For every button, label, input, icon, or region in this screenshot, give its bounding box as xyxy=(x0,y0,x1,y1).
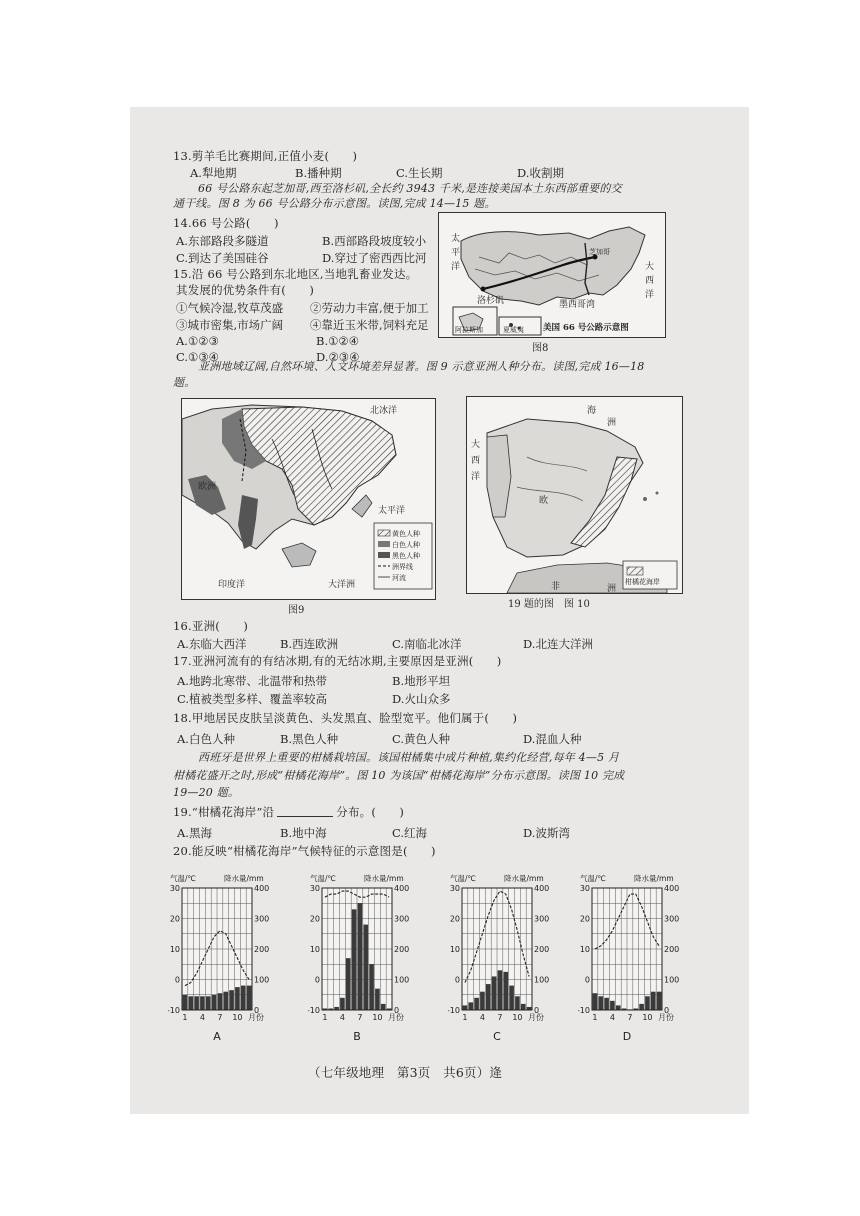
fig9-legend-yellow: 黄色人种 xyxy=(392,530,420,538)
fig9-caption: 图9 xyxy=(288,605,305,616)
climate-chart-b xyxy=(308,870,433,1064)
month-tick-label: 7 xyxy=(357,1013,363,1022)
month-tick-label: 4 xyxy=(339,1013,345,1022)
temp-tick-label: -10 xyxy=(448,1006,460,1015)
prec-tick-label: 400 xyxy=(534,884,550,893)
month-tick-label: 10 xyxy=(232,1013,243,1022)
precipitation-bar xyxy=(474,998,479,1010)
fig10-label-zhou: 洲 xyxy=(607,418,617,428)
q19-stem xyxy=(173,805,404,820)
fig9-label-oceania: 大洋洲 xyxy=(328,580,356,590)
precipitation-bar xyxy=(639,1004,644,1010)
precipitation-bar xyxy=(200,996,205,1010)
temp-tick-label: 10 xyxy=(579,945,590,954)
precipitation-bar xyxy=(593,993,598,1010)
prec-tick-label: 100 xyxy=(394,975,410,985)
climate-chart-svg xyxy=(578,870,703,1060)
prec-tick-label: 300 xyxy=(534,914,550,924)
intro-asia-line1: 亚洲地域辽阔,自然环境、人文环境差异显著。图 9 示意亚洲人种分布。读图,完成 16—18 xyxy=(198,360,645,373)
q15-condition-3: ③城市密集,市场广阔 xyxy=(176,318,284,332)
month-tick-label: 10 xyxy=(642,1013,653,1022)
precipitation-bar xyxy=(229,990,234,1010)
exam-page xyxy=(130,107,749,1114)
q14-option-c: C.到达了美国硅谷 xyxy=(176,251,269,265)
precipitation-bar xyxy=(521,1004,526,1010)
spain-orange-coast-map xyxy=(466,396,683,594)
prec-tick-label: 400 xyxy=(664,884,680,893)
q20-stem: 20.能反映“柑橘花海岸”气候特征的示意图是( ) xyxy=(173,844,436,858)
q16-option-b: B.西连欧洲 xyxy=(280,637,339,651)
month-tick-label: 4 xyxy=(479,1013,485,1022)
temp-tick-label: 0 xyxy=(314,975,320,985)
q17-option-a: A.地跨北寒带、北温带和热带 xyxy=(177,674,327,688)
prec-tick-label: 400 xyxy=(394,884,410,893)
month-tick-label: 1 xyxy=(182,1013,188,1022)
precipitation-bar xyxy=(369,964,374,1010)
fig8-label-gulf: 墨西哥湾 xyxy=(559,300,596,310)
prec-axis-title: 降水量/mm xyxy=(634,874,674,883)
climate-chart-svg xyxy=(168,870,293,1060)
q19-stem-start: 19.“柑橘花海岸”沿 xyxy=(173,805,275,819)
q18-option-d: D.混血人种 xyxy=(523,732,582,746)
asia-race-map xyxy=(181,398,436,600)
prec-tick-label: 300 xyxy=(254,914,270,924)
precipitation-bar xyxy=(651,992,656,1010)
prec-tick-label: 300 xyxy=(664,914,680,924)
precipitation-bar xyxy=(241,986,246,1010)
precipitation-bar xyxy=(381,1004,386,1010)
fig8-label-alaska: 阿拉斯加 xyxy=(455,326,483,334)
fig8-label-hawaii: 夏威夷 xyxy=(503,326,524,334)
temp-tick-label: 0 xyxy=(584,975,590,985)
q14-option-d: D.穿过了密西西比河 xyxy=(322,251,427,265)
temp-tick-label: 30 xyxy=(449,884,460,893)
prec-tick-label: 100 xyxy=(664,975,680,985)
temp-tick-label: 0 xyxy=(174,975,180,985)
temp-tick-label: 30 xyxy=(309,884,320,893)
x-axis-title: 月份 xyxy=(528,1013,544,1022)
q13-option-a: A.犁地期 xyxy=(190,166,237,180)
q15-condition-2: ②劳动力丰富,便于加工 xyxy=(310,301,429,315)
prec-tick-label: 100 xyxy=(254,975,270,985)
q13-option-c: C.生长期 xyxy=(396,166,443,180)
q15-stem-line1: 15.沿 66 号公路到东北地区,当地乳畜业发达。 xyxy=(173,267,418,281)
prec-tick-label: 200 xyxy=(254,945,270,954)
precipitation-bar xyxy=(486,984,491,1010)
precipitation-bar xyxy=(498,970,503,1010)
prec-tick-label: 200 xyxy=(664,945,680,954)
temp-axis-title: 气温/℃ xyxy=(170,874,196,883)
q16-option-d: D.北连大洋洲 xyxy=(523,637,593,651)
q15-stem-line2: 其发展的优势条件有( ) xyxy=(176,283,315,297)
chart-letter-label: C xyxy=(493,1030,501,1043)
prec-tick-label: 0 xyxy=(254,1006,260,1015)
intro-spain-line2: 柑橘花盛开之时,形成“柑橘花海岸”。图 10 为该国“柑橘花海岸”分布示意图。读图 10 完成 xyxy=(173,769,625,782)
precipitation-bar xyxy=(218,993,223,1010)
month-tick-label: 7 xyxy=(217,1013,223,1022)
precipitation-bar xyxy=(346,958,351,1010)
fig8-title: 美国 66 号公路示意图 xyxy=(543,323,629,333)
fig9-legend-black: 黑色人种 xyxy=(392,552,420,560)
us-map-drawing xyxy=(439,213,665,337)
intro-spain-line1: 西班牙是世界上重要的柑橘栽培国。该国柑橘集中成片种植,集约化经营,每年 4—5 月 xyxy=(198,751,620,764)
month-tick-label: 4 xyxy=(609,1013,615,1022)
precipitation-bar xyxy=(358,903,363,1010)
precipitation-bar xyxy=(616,1005,621,1010)
q14-option-b: B.西部路段坡度较小 xyxy=(322,234,427,248)
fig8-label-xi: 西 xyxy=(645,276,655,286)
fig9-label-pacific: 太平洋 xyxy=(378,506,406,516)
q15-option-a: A.①②③ xyxy=(176,334,219,348)
climate-chart-svg xyxy=(308,870,433,1060)
temp-tick-label: 20 xyxy=(449,914,460,924)
month-tick-label: 1 xyxy=(322,1013,328,1022)
fig10-label-yang: 洋 xyxy=(471,472,481,482)
q13-stem: 13.剪羊毛比赛期间,正值小麦( ) xyxy=(173,149,358,163)
x-axis-title: 月份 xyxy=(388,1013,404,1022)
precipitation-bar xyxy=(194,996,199,1010)
temp-axis-title: 气温/℃ xyxy=(450,874,476,883)
intro-66-line1: 66 号公路东起芝加哥,西至洛杉矶,全长约 3943 千米,是连接美国本土东西部重要的交 xyxy=(198,182,622,195)
q15-option-d: D.②③④ xyxy=(316,350,360,364)
temp-axis-title: 气温/℃ xyxy=(580,874,606,883)
precipitation-bar xyxy=(235,987,240,1010)
precipitation-bar xyxy=(212,995,217,1010)
fig10-label-zhou2: 洲 xyxy=(607,584,617,594)
q19-option-b: B.地中海 xyxy=(280,826,327,840)
chart-letter-label: B xyxy=(353,1030,361,1043)
prec-tick-label: 400 xyxy=(254,884,270,893)
temp-tick-label: -10 xyxy=(308,1006,320,1015)
intro-spain-line3: 19—20 题。 xyxy=(173,786,240,799)
temp-tick-label: 30 xyxy=(169,884,180,893)
fig8-label-losangeles: 洛杉矶 xyxy=(477,296,505,306)
q16-stem: 16.亚洲( ) xyxy=(173,619,249,633)
temp-axis-title: 气温/℃ xyxy=(310,874,336,883)
prec-tick-label: 300 xyxy=(394,914,410,924)
fig10-label-da: 大 xyxy=(471,440,481,450)
fig8-label-ping: 平 xyxy=(451,248,461,258)
month-tick-label: 7 xyxy=(627,1013,633,1022)
prec-tick-label: 0 xyxy=(534,1006,540,1015)
temp-tick-label: 10 xyxy=(449,945,460,954)
q15-condition-1: ①气候冷湿,牧草茂盛 xyxy=(176,301,284,315)
precipitation-bar xyxy=(610,1001,615,1010)
q19-option-c: C.红海 xyxy=(392,826,428,840)
precipitation-bar xyxy=(503,972,508,1010)
q18-stem: 18.甲地居民皮肤呈淡黄色、头发黑直、脸型宽平。他们属于( ) xyxy=(173,711,518,725)
fig10-label-ou: 欧 xyxy=(539,496,549,506)
chart-letter-label: D xyxy=(622,1030,632,1043)
q15-option-b: B.①②④ xyxy=(316,334,360,348)
intro-66-line2: 通干线。图 8 为 66 号公路分布示意图。读图,完成 14—15 题。 xyxy=(173,197,496,210)
prec-axis-title: 降水量/mm xyxy=(364,874,404,883)
q13-option-b: B.播种期 xyxy=(295,166,342,180)
month-tick-label: 1 xyxy=(592,1013,598,1022)
precipitation-bar xyxy=(183,995,188,1010)
precipitation-bar xyxy=(363,925,368,1010)
q18-option-b: B.黑色人种 xyxy=(280,732,339,746)
fig8-label-yang2: 洋 xyxy=(645,290,655,300)
x-axis-title: 月份 xyxy=(248,1013,264,1022)
precipitation-bar xyxy=(657,992,662,1010)
q17-option-d: D.火山众多 xyxy=(392,692,451,706)
q14-stem: 14.66 号公路( ) xyxy=(173,216,279,230)
q15-condition-4: ④靠近玉米带,饲料充足 xyxy=(310,318,429,332)
month-tick-label: 10 xyxy=(512,1013,523,1022)
climate-chart-d xyxy=(578,870,703,1064)
temp-tick-label: 10 xyxy=(169,945,180,954)
precipitation-bar xyxy=(352,909,357,1010)
precipitation-bar xyxy=(468,1002,473,1010)
q19-blank xyxy=(277,805,333,817)
q17-stem: 17.亚洲河流有的有结冰期,有的无结冰期,主要原因是亚洲( ) xyxy=(173,654,502,668)
prec-tick-label: 200 xyxy=(394,945,410,954)
precipitation-bar xyxy=(492,976,497,1010)
precipitation-bar xyxy=(223,992,228,1010)
climate-chart-svg xyxy=(448,870,573,1060)
precipitation-bar xyxy=(645,996,650,1010)
precipitation-bar xyxy=(480,992,485,1010)
q13-option-d: D.收割期 xyxy=(517,166,564,180)
prec-axis-title: 降水量/mm xyxy=(504,874,544,883)
temp-tick-label: 10 xyxy=(309,945,320,954)
temp-tick-label: 0 xyxy=(454,975,460,985)
precipitation-bar xyxy=(247,986,252,1010)
q19-option-d: D.波斯湾 xyxy=(523,826,570,840)
fig8-label-yang: 洋 xyxy=(451,262,461,272)
precipitation-bar xyxy=(188,996,193,1010)
precipitation-bar xyxy=(515,996,520,1010)
month-tick-label: 10 xyxy=(372,1013,383,1022)
precipitation-bar xyxy=(604,998,609,1010)
fig10-label-fei: 非 xyxy=(551,582,561,592)
climate-chart-c xyxy=(448,870,573,1064)
q17-option-c: C.植被类型多样、覆盖率较高 xyxy=(177,692,328,706)
q14-option-a: A.东部路段多隧道 xyxy=(176,234,269,248)
page-footer: （七年级地理 第3页 共6页）逄 xyxy=(308,1065,503,1080)
temp-tick-label: -10 xyxy=(168,1006,180,1015)
chart-letter-label: A xyxy=(213,1030,221,1043)
intro-asia-line2: 题。 xyxy=(173,376,196,389)
fig8-caption: 图8 xyxy=(532,343,549,354)
prec-tick-label: 100 xyxy=(534,975,550,985)
q18-option-a: A.白色人种 xyxy=(177,732,235,746)
precipitation-bar xyxy=(463,1005,468,1010)
prec-tick-label: 0 xyxy=(664,1006,670,1015)
fig9-legend-boundary: 洲界线 xyxy=(392,563,413,571)
fig9-legend-white: 白色人种 xyxy=(392,541,420,549)
precipitation-bar xyxy=(375,989,380,1010)
temp-tick-label: 30 xyxy=(579,884,590,893)
temp-tick-label: 20 xyxy=(309,914,320,924)
fig10-label-xi: 西 xyxy=(471,456,481,466)
prec-tick-label: 200 xyxy=(534,945,550,954)
prec-axis-title: 降水量/mm xyxy=(224,874,264,883)
temp-tick-label: 20 xyxy=(169,914,180,924)
fig10-legend: 柑橘花海岸 xyxy=(625,578,660,586)
precipitation-bar xyxy=(340,998,345,1010)
month-tick-label: 4 xyxy=(199,1013,205,1022)
climate-chart-a xyxy=(168,870,293,1064)
temp-tick-label: 20 xyxy=(579,914,590,924)
fig10-caption: 19 题的图 图 10 xyxy=(508,599,590,610)
spain-map-drawing xyxy=(467,397,682,593)
fig9-label-indian: 印度洋 xyxy=(218,580,246,590)
fig9-legend-river: 河流 xyxy=(392,574,406,582)
month-tick-label: 7 xyxy=(497,1013,503,1022)
q19-stem-end: 分布。( ) xyxy=(336,805,405,819)
fig9-label-arctic: 北冰洋 xyxy=(370,406,398,416)
fig8-label-da: 大 xyxy=(645,262,655,272)
fig10-label-hai: 海 xyxy=(587,406,597,416)
fig9-label-europe: 欧洲 xyxy=(198,482,217,492)
q15-option-c: C.①③④ xyxy=(176,350,219,364)
q16-option-c: C.南临北冰洋 xyxy=(392,637,462,651)
precipitation-bar xyxy=(509,986,514,1010)
month-tick-label: 1 xyxy=(462,1013,468,1022)
q18-option-c: C.黄色人种 xyxy=(392,732,451,746)
us-route66-map xyxy=(438,212,666,338)
fig8-label-chicago: 芝加哥 xyxy=(589,248,610,256)
fig8-label-tai: 太 xyxy=(451,234,461,244)
q16-option-a: A.东临大西洋 xyxy=(177,637,247,651)
precipitation-bar xyxy=(598,996,603,1010)
q17-option-b: B.地形平坦 xyxy=(392,674,451,688)
x-axis-title: 月份 xyxy=(658,1013,674,1022)
prec-tick-label: 0 xyxy=(394,1006,400,1015)
q19-option-a: A.黑海 xyxy=(177,826,212,840)
precipitation-bar xyxy=(206,996,211,1010)
temp-tick-label: -10 xyxy=(578,1006,590,1015)
